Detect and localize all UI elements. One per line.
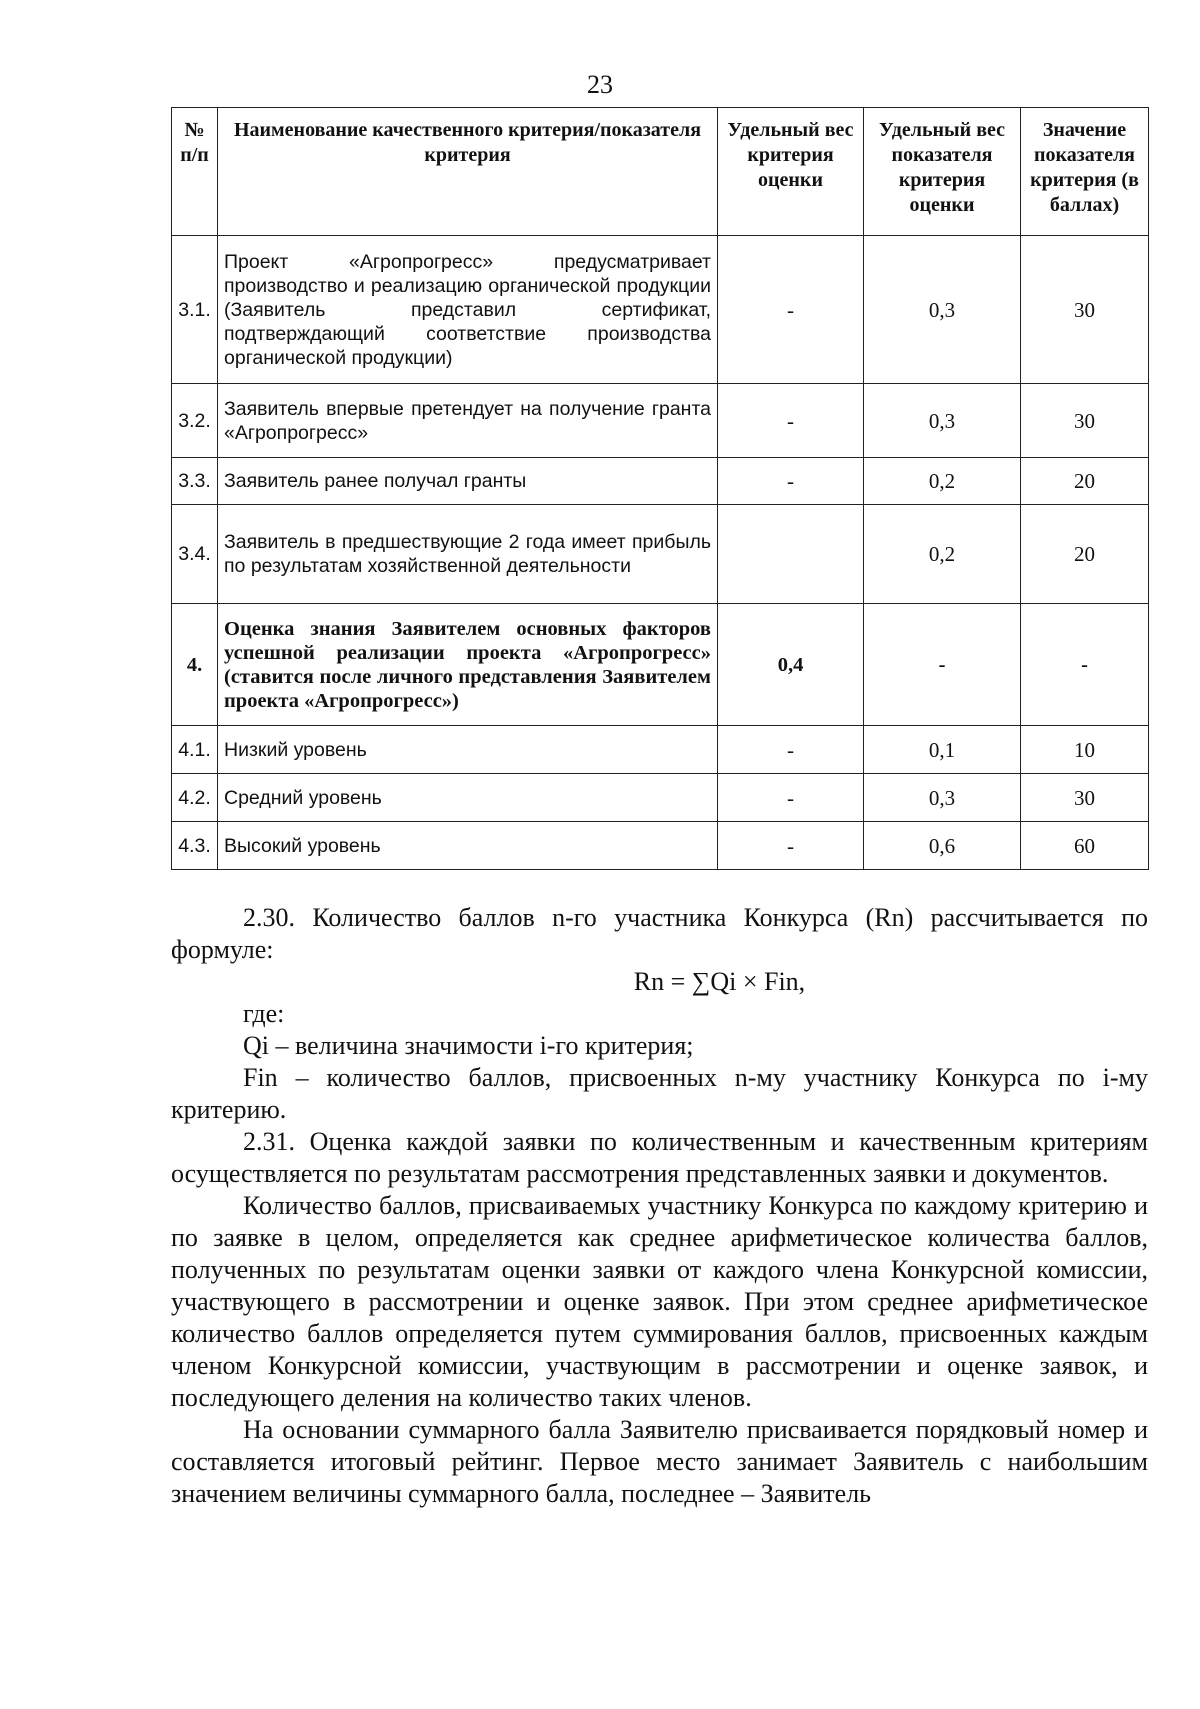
header-weight-indicator: Удельный вес показателя критерия оценки bbox=[864, 108, 1021, 236]
table-row bbox=[172, 236, 1149, 384]
row-num: 3.4. bbox=[172, 505, 218, 604]
formula-fin-definition: Fin – количество баллов, присвоенных n-му участнику Конкурса по i-му критерию. bbox=[171, 1063, 1148, 1124]
paragraph-rating: На основании суммарного балла Заявителю присваивается порядковый номер и составляется итоговый рейтинг. Первое место занимает Заявитель с наибольшим значением величины суммарного балла, последнее – Заявитель bbox=[171, 1415, 1148, 1508]
row-value: 10 bbox=[1021, 726, 1149, 774]
row-weight-indicator: - bbox=[864, 604, 1021, 726]
row-name: Заявитель впервые претендует на получение гранта «Агропрогресс» bbox=[218, 384, 718, 458]
row-name: Проект «Агропрогресс» предусматривает производство и реализацию органической продукции (Заявитель представил сертификат, подтверждающий соответствие производства органической продукции) bbox=[218, 236, 718, 384]
row-weight-indicator: 0,3 bbox=[864, 384, 1021, 458]
row-name: Средний уровень bbox=[218, 774, 718, 822]
row-name: Заявитель в предшествующие 2 года имеет прибыль по результатам хозяйственной деятельности bbox=[218, 505, 718, 604]
table-row bbox=[172, 604, 1149, 726]
body-text bbox=[171, 902, 1148, 1510]
row-value: 20 bbox=[1021, 458, 1149, 505]
row-weight-indicator: 0,2 bbox=[864, 505, 1021, 604]
row-weight-criterion: - bbox=[718, 384, 864, 458]
row-weight-criterion: - bbox=[718, 726, 864, 774]
row-weight-criterion: - bbox=[718, 236, 864, 384]
table-row bbox=[172, 384, 1149, 458]
criteria-table bbox=[171, 107, 1149, 870]
paragraph-2-31: 2.31. Оценка каждой заявки по количественным и качественным критериям осуществляется по результатам рассмотрения представленных заявки и документов. bbox=[171, 1127, 1148, 1188]
table-row bbox=[172, 774, 1149, 822]
row-name: Высокий уровень bbox=[218, 822, 718, 870]
row-weight-criterion bbox=[718, 505, 864, 604]
row-value: 30 bbox=[1021, 236, 1149, 384]
table-row bbox=[172, 726, 1149, 774]
row-num: 3.2. bbox=[172, 384, 218, 458]
header-value: Значение показателя критерия (в баллах) bbox=[1021, 108, 1149, 236]
row-num: 3.1. bbox=[172, 236, 218, 384]
header-name: Наименование качественного критерия/показателя критерия bbox=[218, 108, 718, 236]
row-weight-criterion: - bbox=[718, 774, 864, 822]
row-num: 4. bbox=[172, 604, 218, 726]
paragraph-average-score: Количество баллов, присваиваемых участнику Конкурса по каждому критерию и по заявке в целом, определяется как среднее арифметическое количества баллов, полученных по результатам оценки заявки от каждого члена Конкурсной комиссии, участвующего в рассмотрении и оценке заявок. При этом среднее арифметическое количество баллов определяется путем суммирования баллов, присвоенных каждым членом Конкурсной комиссии, участвующим в рассмотрении и оценке заявок, и последующего деления на количество таких членов. bbox=[171, 1191, 1148, 1412]
row-value: 20 bbox=[1021, 505, 1149, 604]
paragraph-2-30: 2.30. Количество баллов n-го участника Конкурса (Rn) рассчитывается по формуле: bbox=[171, 903, 1148, 964]
row-num: 4.3. bbox=[172, 822, 218, 870]
row-value: 30 bbox=[1021, 384, 1149, 458]
formula: Rn = ∑Qi × Fin, bbox=[633, 967, 806, 996]
row-num: 4.2. bbox=[172, 774, 218, 822]
formula-where: где: bbox=[243, 999, 285, 1028]
row-weight-indicator: 0,3 bbox=[864, 236, 1021, 384]
row-value: 60 bbox=[1021, 822, 1149, 870]
row-num: 4.1. bbox=[172, 726, 218, 774]
header-weight-criterion: Удельный вес критерия оценки bbox=[718, 108, 864, 236]
row-value: - bbox=[1021, 604, 1149, 726]
table-row bbox=[172, 505, 1149, 604]
row-name: Низкий уровень bbox=[218, 726, 718, 774]
header-num: № п/п bbox=[172, 108, 218, 236]
row-name: Оценка знания Заявителем основных факторов успешной реализации проекта «Агропрогресс» (ставится после личного представления Заявителем проекта «Агропрогресс») bbox=[218, 604, 718, 726]
row-weight-indicator: 0,1 bbox=[864, 726, 1021, 774]
row-weight-indicator: 0,3 bbox=[864, 774, 1021, 822]
table-row bbox=[172, 822, 1149, 870]
table-row bbox=[172, 458, 1149, 505]
row-weight-criterion: - bbox=[718, 458, 864, 505]
formula-qi-definition: Qi – величина значимости i-го критерия; bbox=[243, 1031, 694, 1060]
table-header-row bbox=[172, 108, 1149, 236]
row-name: Заявитель ранее получал гранты bbox=[218, 458, 718, 505]
row-num: 3.3. bbox=[172, 458, 218, 505]
row-value: 30 bbox=[1021, 774, 1149, 822]
row-weight-criterion: 0,4 bbox=[718, 604, 864, 726]
row-weight-indicator: 0,2 bbox=[864, 458, 1021, 505]
page-number: 23 bbox=[587, 70, 613, 99]
row-weight-criterion: - bbox=[718, 822, 864, 870]
row-weight-indicator: 0,6 bbox=[864, 822, 1021, 870]
